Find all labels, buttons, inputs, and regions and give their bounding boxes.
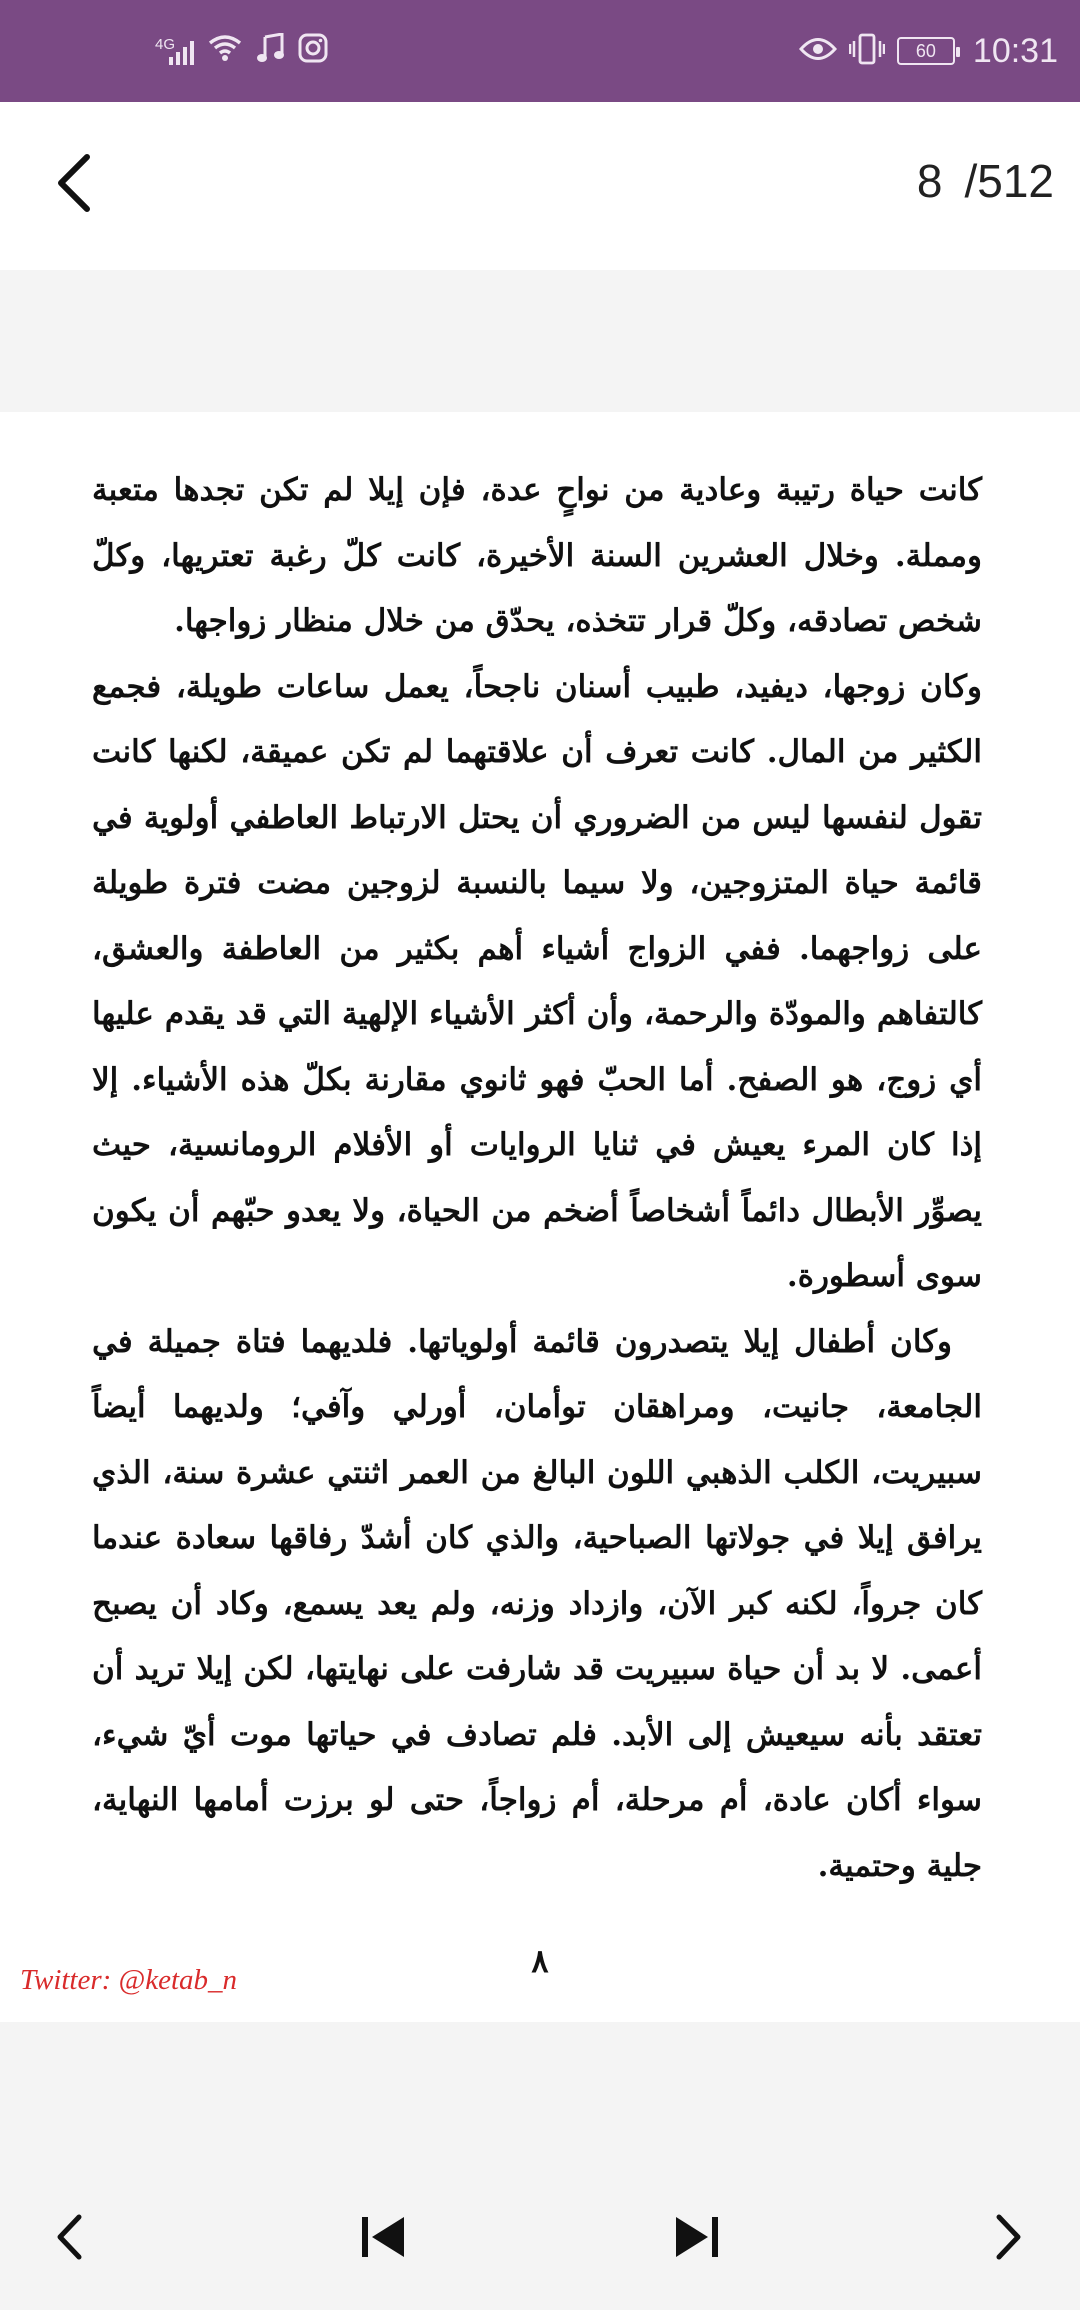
current-page: 8 bbox=[916, 155, 943, 207]
book-page bbox=[0, 412, 1080, 2022]
network-type-indicator bbox=[155, 36, 194, 65]
page-counter bbox=[917, 154, 1054, 208]
back-button[interactable] bbox=[28, 138, 118, 228]
chevron-right-icon bbox=[992, 2212, 1026, 2262]
paragraph: وكان زوجها، ديفيد، طبيب أسنان ناجحاً، يعمل ساعات طويلة، فجمع الكثير من المال. كانت تعرف أن علاقتهما لم تكن عميقة، لكنها كانت تقول لنفسها ليس من الضروري أن يحتل الارتباط العاطفي أولوية في قائمة حياة المتزوجين، ولا سيما بالنسبة لزوجين مضت فترة طويلة على زواجهما. ففي الزواج أشياء أهم بكثير من العاطفة والعشق، كالتفاهم والمودّة والرحمة، وأن أكثر الأشياء الإلهية التي قد يقدم عليها أي زوج، هو الصفح. أما الحبّ فهو ثانوي مقارنة بكلّ هذه الأشياء. إلا إذا كان المرء يعيش في ثنايا الروايات أو الأفلام الرومانسية، حيث يصوِّر الأبطال دائماً أشخاصاً أضخم من الحياة، ولا يعدو حبّهم أن يكون سوى أسطورة. bbox=[92, 668, 982, 1294]
skip-next-icon bbox=[672, 2212, 722, 2262]
total-pages: /512 bbox=[964, 155, 1054, 207]
clock: 10:31 bbox=[972, 31, 1058, 70]
chevron-left-icon bbox=[51, 151, 95, 215]
network-type-label: 4G bbox=[155, 36, 176, 53]
next-page-button[interactable] bbox=[964, 2192, 1054, 2282]
bottom-navigation bbox=[0, 2170, 1080, 2310]
first-page-button[interactable] bbox=[338, 2192, 428, 2282]
instagram-icon bbox=[298, 33, 328, 71]
page-number: ٨ bbox=[531, 1942, 549, 1980]
book-text bbox=[92, 458, 982, 1899]
last-page-button[interactable] bbox=[652, 2192, 742, 2282]
previous-page-button[interactable] bbox=[24, 2192, 114, 2282]
watermark: Twitter: @ketab_n bbox=[20, 1964, 238, 1996]
music-icon bbox=[256, 33, 284, 71]
reader-header bbox=[0, 102, 1080, 270]
paragraph: وكان أطفال إيلا يتصدرون قائمة أولوياتها. فلديهما فتاة جميلة في الجامعة، جانيت، ومراهقان توأمان، أورلي وآفي؛ ولديهما أيضاً سبيريت، الكلب الذهبي اللون البالغ من العمر اثنتي عشرة سنة، الذي يرافق إيلا في جولاتها الصباحية، والذي كان أشدّ رفاقها سعادة عندما كان جرواً، لكنه كبر الآن، وازداد وزنه، ولم يعد يسمع، وكاد أن يصبح أعمى. لا بد أن حياة سبيريت قد شارفت على نهايتها، لكن إيلا تريد أن تعتقد بأنه سيعيش إلى الأبد. فلم تصادف في حياتها موت أيّ شيء، سواء أكان عادة، أم مرحلة، أم زواجاً، حتى لو برزت أمامها النهاية، جلية وحتمية. bbox=[92, 1323, 982, 1884]
battery-level: 60 bbox=[915, 41, 936, 61]
battery-icon bbox=[897, 37, 955, 65]
eye-icon bbox=[799, 36, 837, 67]
skip-previous-icon bbox=[358, 2212, 408, 2262]
status-right-icons bbox=[799, 26, 1058, 76]
wifi-icon bbox=[208, 34, 242, 70]
vibrate-icon bbox=[849, 33, 885, 70]
chevron-left-icon bbox=[52, 2212, 86, 2262]
status-bar bbox=[0, 0, 1080, 102]
paragraph: كانت حياة رتيبة وعادية من نواحٍ عدة، فإن إيلا لم تكن تجدها متعبة ومملة. وخلال العشرين السنة الأخيرة، كانت كلّ رغبة تعتريها، وكلّ شخص تصادقه، وكلّ قرار تتخذه، يحدّق من خلال منظار زواجها. bbox=[92, 472, 982, 639]
status-left-icons bbox=[155, 30, 328, 74]
